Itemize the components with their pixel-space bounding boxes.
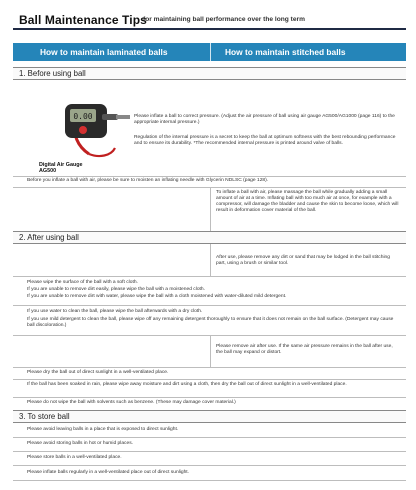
wipe-text: Please wipe the surface of the ball with a soft cloth.	[27, 280, 138, 285]
header-laminated: How to maintain laminated balls	[40, 47, 168, 57]
section-title: 3. To store ball	[19, 412, 70, 421]
column-divider	[210, 244, 211, 276]
header-stitched: How to maintain stitched balls	[225, 47, 346, 57]
column-header-bar	[13, 43, 406, 61]
gauge-name: Digital Air Gauge	[39, 162, 83, 168]
divider	[13, 176, 406, 177]
stitched-clean-text: After use, please remove any dirt or sand that may be lodged in the ball stitching part, using a brush or similar tool.	[216, 255, 390, 267]
store-ventilated-text: Please store balls in a well-ventilated place.	[27, 455, 122, 460]
section-title: 1. Before using ball	[19, 69, 86, 78]
header-divider	[210, 43, 211, 61]
solvents-text: Please do not wipe the ball with solvents such as benzene. (These may damage cover material.)	[27, 400, 236, 405]
page-title: Ball Maintenance Tips	[19, 13, 147, 27]
dry-text: Please dry the ball out of direct sunlight in a well-ventilated place.	[27, 370, 169, 375]
rain-text: If the ball has been soaked in rain, please wipe away moisture and dirt using a cloth, then dry the ball out of direct sunlight in a well-ventilated place.	[27, 382, 347, 387]
divider	[13, 451, 406, 452]
divider	[13, 276, 406, 277]
divider	[13, 305, 406, 306]
needle-text: Before you inflate a ball with air, please be sure to moisten an inflating needle with Glycerin NDLSC (page 128).	[27, 178, 269, 183]
page-subtitle: for maintaining ball performance over the long term	[143, 16, 305, 23]
regulation-text: Regulation of the internal pressure is a secret to keep the ball at optimum softness with the best rebounding performance and to ensure its durability. *The recommended internal pressure is printed around valve of balls.	[134, 135, 396, 147]
gauge-model: AG500	[39, 168, 57, 175]
gauge-display-reading: 0.00	[73, 112, 93, 121]
stitched-remove-air-text: Please remove air after use. If the same air pressure remains in the ball after use, the ball may expand or distort.	[216, 344, 393, 356]
mild-detergent-text: If you use mild detergent to clean the ball, please wipe off any remaining detergent thoroughly to ensure that it does not remain on the ball surface. (Detergent may cause ball discoloration.)	[27, 317, 394, 329]
section-title: 2. After using ball	[19, 233, 79, 242]
divider	[13, 480, 406, 481]
section-store-ball	[13, 410, 406, 423]
wipe-detergent-text: If you are unable to remove dirt with water, please wipe the ball with a cloth moistened with water-diluted mild detergent.	[27, 294, 287, 299]
column-divider	[210, 335, 211, 367]
store-sunlight-text: Please avoid leaving balls in a place that is exposed to direct sunlight.	[27, 427, 179, 432]
gauge-caption	[39, 162, 83, 175]
divider	[13, 437, 406, 438]
title-row	[13, 12, 406, 30]
divider	[13, 379, 406, 380]
wipe-moist-text: If you are unable to remove dirt easily, please wipe the ball with a moistened cloth.	[27, 287, 205, 292]
column-divider	[210, 187, 211, 231]
section-after-using	[13, 231, 406, 244]
stitched-inflate-text: To inflate a ball with air, please massage the ball while gradually adding a small amount of air at a time. Inflating ball with too much air at once, for example with a compressor, will damage the bladder and cause the skin to become loose, which will result in deformation cover material of the ball.	[216, 190, 399, 214]
store-inflate-text: Please inflate balls regularly in a well-ventilated place out of direct sunlight.	[27, 470, 190, 475]
divider	[13, 465, 406, 466]
divider	[13, 367, 406, 368]
water-wash-text: If you use water to clean the ball, please wipe the ball afterwards with a dry cloth.	[27, 309, 203, 314]
store-hot-text: Please avoid storing balls in hot or humid places.	[27, 441, 134, 446]
section-before-using	[13, 67, 406, 80]
divider	[13, 397, 406, 398]
ball-maintenance-page	[13, 12, 406, 482]
air-gauge-image	[59, 94, 137, 160]
inflate-intro-text: Please inflate a ball to correct pressure. (Adjust the air pressure of ball using air gauge AG500/AG1000 (page 116) to the appropriate internal pressure.)	[134, 114, 395, 126]
